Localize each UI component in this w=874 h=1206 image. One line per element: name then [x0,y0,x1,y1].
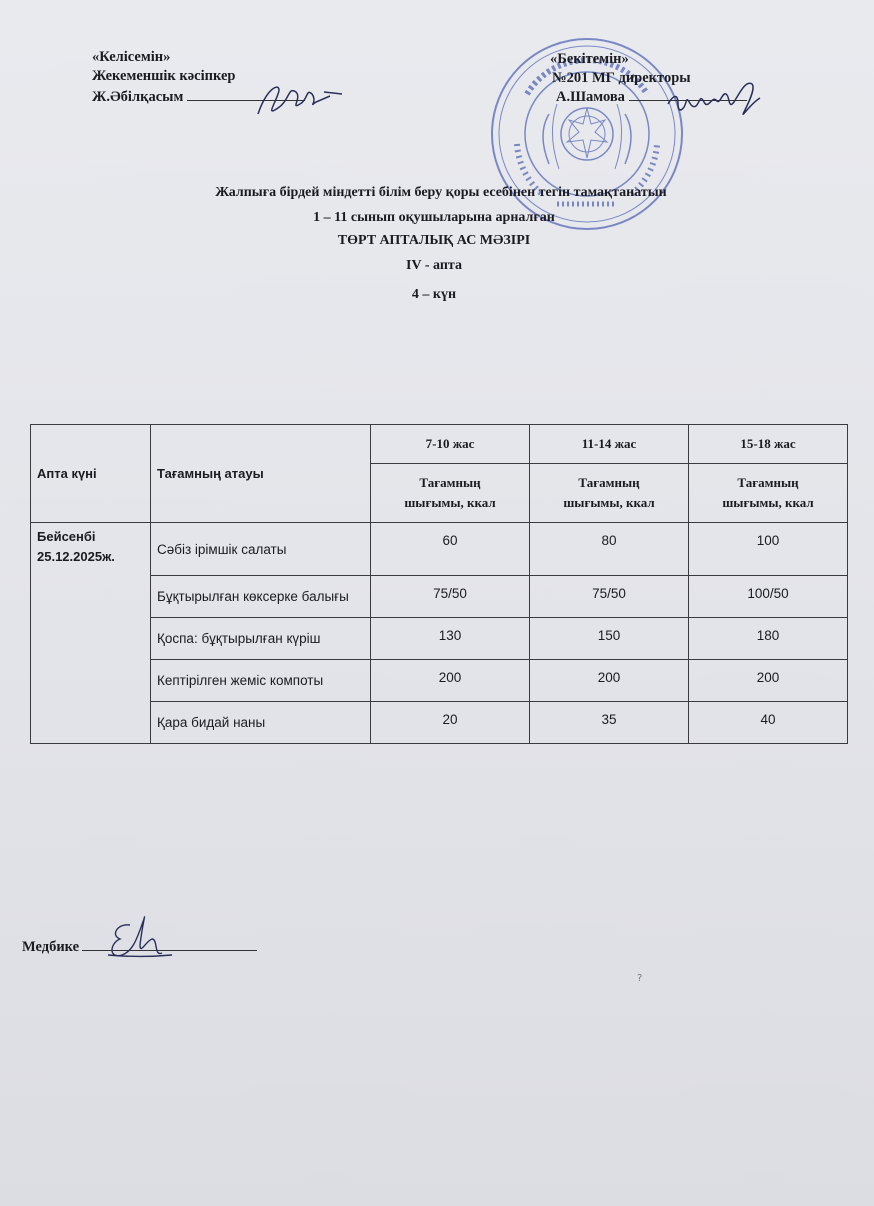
title-line-3: ТӨРТ АПТАЛЫҚ АС МӘЗІРІ [337,233,531,248]
header-day: Апта күні [31,425,151,523]
header-age-11-14: 11-14 жас [530,425,689,464]
day-date: 25.12.2025ж. [37,549,115,564]
value-7-10: 60 [371,523,530,576]
header-yield [689,464,848,523]
approved-heading: «Бекітемін» [550,51,629,67]
header-dish: Тағамның атауы [151,425,371,523]
table-row [31,702,848,744]
yield-label-2: шығымы, ккал [563,495,655,510]
table-row [31,523,848,576]
value-11-14: 200 [530,660,689,702]
yield-label-1: Тағамның [578,475,640,490]
dish-name: Қара бидай наны [151,702,371,744]
value-15-18: 100 [689,523,848,576]
yield-label-1: Тағамның [737,475,799,490]
yield-label-1: Тағамның [419,475,481,490]
value-11-14: 80 [530,523,689,576]
day-name: Бейсенбі [37,529,96,544]
table-header-row [31,425,848,464]
agreed-name: Ж.Әбілқасым [92,89,184,105]
dish-name: Кептірілген жеміс компоты [151,660,371,702]
menu-table [30,424,848,744]
value-15-18: 100/50 [689,576,848,618]
agreed-signature [238,74,348,124]
header-yield [530,464,689,523]
stray-mark: ? [637,973,643,984]
value-7-10: 200 [371,660,530,702]
agreed-heading: «Келісемін» [92,49,171,65]
title-line-1: Жалпыға бірдей міндетті білім беру қоры есебінен тегін тамақтанатын [215,185,667,200]
nurse-signature [100,905,180,970]
table-row [31,618,848,660]
title-week: IV - апта [406,258,462,273]
header-age-15-18: 15-18 жас [689,425,848,464]
approved-name: А.Шамова [556,89,625,105]
yield-label-2: шығымы, ккал [722,495,814,510]
value-11-14: 75/50 [530,576,689,618]
value-7-10: 130 [371,618,530,660]
nurse-label: Медбике [22,939,80,955]
header-age-7-10: 7-10 жас [371,425,530,464]
title-day: 4 – күн [411,287,457,302]
value-7-10: 75/50 [371,576,530,618]
header-yield [371,464,530,523]
dish-name: Қоспа: бұқтырылған күріш [151,618,371,660]
value-7-10: 20 [371,702,530,744]
value-15-18: 200 [689,660,848,702]
dish-name: Бұқтырылған көксерке балығы [151,576,371,618]
yield-label-2: шығымы, ккал [404,495,496,510]
day-cell [31,523,151,744]
value-15-18: 180 [689,618,848,660]
table-row [31,660,848,702]
value-15-18: 40 [689,702,848,744]
dish-name: Сәбіз ірімшік салаты [151,523,371,576]
approved-position: №201 МГ директоры [552,70,691,86]
approved-signature [660,74,770,124]
agreed-position: Жекеменшік кәсіпкер [92,68,236,84]
table-row [31,576,848,618]
value-11-14: 35 [530,702,689,744]
value-11-14: 150 [530,618,689,660]
title-line-2: 1 – 11 сынып оқушыларына арналған [313,210,555,225]
